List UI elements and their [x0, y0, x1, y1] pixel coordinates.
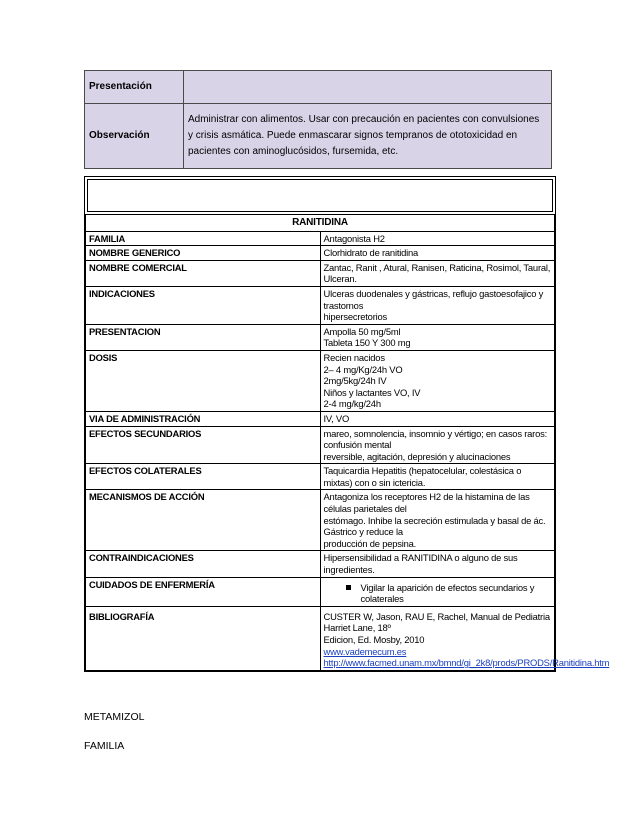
table-row: [86, 490, 555, 551]
row-value: [320, 490, 555, 551]
row-key: DOSIS: [86, 350, 321, 411]
bibliography-line: CUSTER W, Jason, RAU E, Rachel, Manual de Pediatria Harriet Lane, 18º: [323, 610, 550, 634]
row-value-line: Niños y lactantes VO, IV: [323, 386, 421, 398]
row-value: [320, 324, 555, 350]
row-value-line: Zantac, Ranit , Atural, Ranisen, Raticina, Rosimol, Taural, Ulceran.: [323, 261, 551, 285]
row-value: [320, 350, 555, 411]
drug-rows: [86, 231, 555, 577]
bullet-square-icon: [346, 585, 351, 590]
row-value-line: Hipersensibilidad a RANITIDINA o alguno de sus ingredientes.: [323, 552, 518, 576]
row-value-line: mareo, somnolencia, insomnio y vértigo; en casos raros: confusión mental: [323, 427, 547, 451]
drug-title: RANITIDINA: [86, 215, 555, 232]
table-row: [86, 231, 555, 246]
row-key: EFECTOS COLATERALES: [86, 464, 321, 490]
row-value: [320, 606, 610, 670]
table-row: [86, 606, 555, 670]
row-key: BIBLIOGRAFÍA: [86, 606, 321, 670]
row-value: [320, 577, 555, 606]
row-value: [320, 260, 555, 286]
table-row: [86, 324, 555, 350]
row-key: NOMBRE COMERCIAL: [86, 260, 321, 286]
vademecum-link[interactable]: www.vademecum.es: [323, 645, 407, 657]
row-value-line: 2– 4 mg/Kg/24h VO: [323, 363, 403, 375]
row-value-line: Recien nacidos: [323, 351, 385, 363]
table-row: [86, 246, 555, 261]
bullet-item: [324, 582, 552, 605]
row-value: [320, 411, 555, 426]
row-value: [320, 246, 555, 261]
row-key: CONTRAINDICACIONES: [86, 551, 321, 577]
row-key: EFECTOS SECUNDARIOS: [86, 426, 321, 464]
row-value-line: 2-4 mg/kg/24h: [323, 398, 381, 410]
table-row: [86, 411, 555, 426]
row-key: NOMBRE GENERICO: [86, 246, 321, 261]
observacion-label: Observación: [85, 104, 184, 169]
table-row: [86, 551, 555, 577]
presentacion-label: Presentación: [85, 71, 184, 104]
ranitidina-table: [84, 176, 610, 672]
row-value-line: Clorhidrato de ranitidina: [323, 247, 419, 259]
row-value: [320, 464, 555, 490]
bullet-text: Vigilar la aparición de efectos secundarios y colaterales: [360, 581, 535, 605]
observacion-line: ototoxicidad en pacientes con aminoglucósidos, fursemida, etc.: [188, 130, 518, 157]
row-value-line: Ampolla 50 mg/5ml: [323, 325, 401, 337]
presentacion-value: [184, 71, 552, 104]
table-row: [86, 350, 555, 411]
row-value-line: IV, VO: [323, 412, 350, 424]
blank-header-cell: [87, 179, 553, 212]
drug-info-table: [85, 214, 610, 671]
row-key: FAMILIA: [86, 231, 321, 246]
row-value: [320, 231, 555, 246]
row-value-line: Taquicardia Hepatitis (hepatocelular, colestásica o mixtas) con o sin ictericia.: [323, 465, 522, 488]
table-row: [86, 286, 555, 324]
row-value: [320, 426, 555, 464]
row-value: [320, 551, 555, 577]
row-value-line: 2mg/5kg/24h IV: [323, 375, 387, 387]
observacion-line: Administrar con alimentos. Usar con precaución en pacientes con: [188, 114, 479, 125]
row-value-line: Ulceras duodenales y gástricas, reflujo gastoesofajico y trastornos: [323, 287, 544, 311]
row-value-line: estómago. Inhibe la secreción estimulada y basal de ác. Gástrico y reduce la: [323, 514, 546, 538]
presentation-observation-table: [84, 70, 552, 169]
row-value-line: Antagoniza los receptores H2 de la histamina de las células parietales del: [323, 491, 530, 515]
bibliography-line: Edicion, Ed. Mosby, 2010: [323, 634, 425, 645]
facmed-link[interactable]: http://www.facmed.unam.mx/bmnd/gi_2k8/prods/PRODS/Ranitidina.htm: [323, 657, 610, 669]
table-row: [86, 260, 555, 286]
table-row: [86, 577, 555, 606]
row-value-line: producción de pepsina.: [323, 537, 417, 549]
row-key: VIA DE ADMINISTRACIÓN: [86, 411, 321, 426]
observacion-line: convulsiones y crisis asmática. Puede enmascarar signos tempranos de: [188, 114, 540, 141]
row-value-line: hipersecretorios: [323, 311, 387, 323]
table-row: [86, 426, 555, 464]
row-value: [320, 286, 555, 324]
row-value-line: reversible, agitación, depresión y alucinaciones: [323, 450, 511, 462]
table-row: [86, 464, 555, 490]
row-key: MECANISMOS DE ACCIÓN: [86, 490, 321, 551]
row-key: INDICACIONES: [86, 286, 321, 324]
familia-heading: FAMILIA: [84, 740, 125, 752]
row-value-line: Tableta 150 Y 300 mg: [323, 337, 411, 349]
row-value-line: Antagonista H2: [323, 232, 385, 244]
row-key: PRESENTACION: [86, 324, 321, 350]
metamizol-heading: METAMIZOL: [84, 711, 145, 723]
row-key: CUIDADOS DE ENFERMERÍA: [86, 577, 321, 606]
observacion-value: [184, 104, 552, 169]
